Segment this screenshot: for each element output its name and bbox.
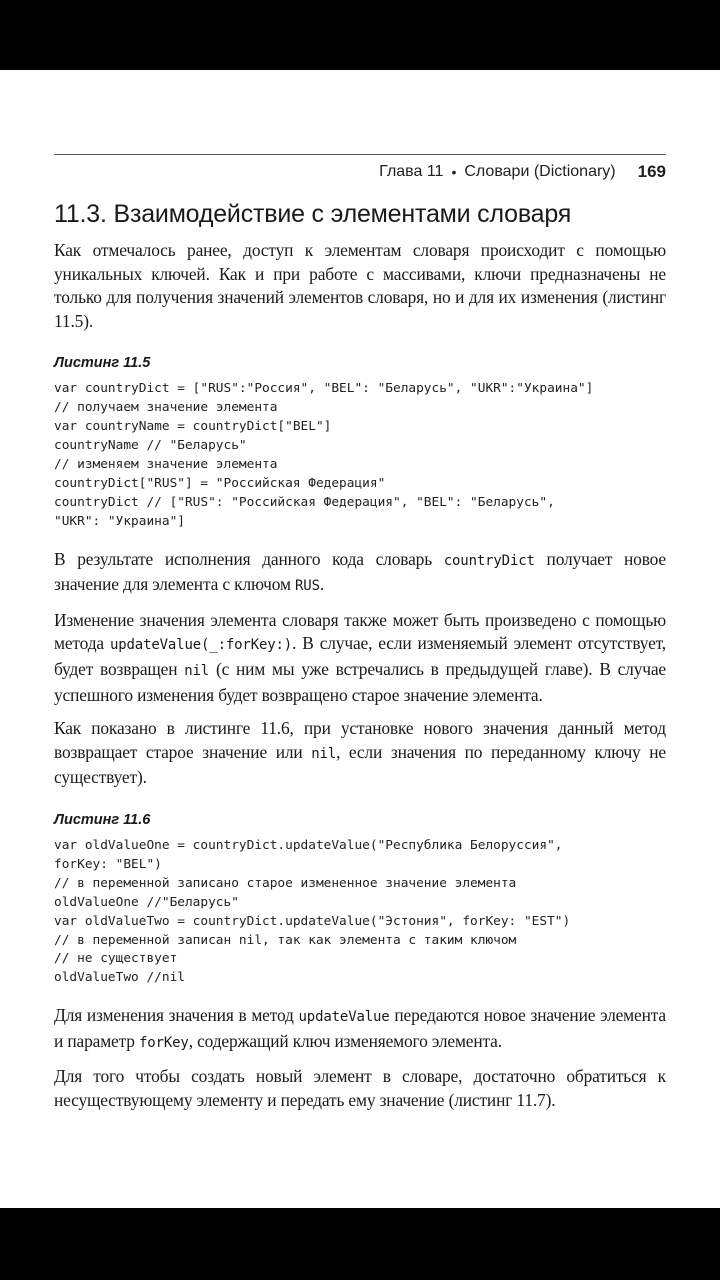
chapter-label: Глава 11 [379,163,444,180]
inline-code: RUS [295,578,320,595]
text: (с ним мы уже встречались в предыдущей главе). В случае успешного изменения будет возвращено старое значение элемента. [54,659,666,705]
paragraph-5 [54,1004,666,1055]
text: . [319,574,325,595]
page-number: 169 [637,162,666,181]
text: передаются новое значение элемента и параметр [54,1005,666,1051]
paragraph-1: Как отмечалось ранее, доступ к элементам словаря происходит с помощью уникальных ключей. Как и при работе с массивами, ключи предназначены не только для получения значений элементов словаря, но и для их изменения (листинг 11.5). [54,240,666,331]
text: , содержащий ключ изменяемого элемента. [188,1030,502,1051]
text: получает новое значение для элемента с ключом [54,548,666,595]
paragraph-2 [54,548,666,599]
listing-11-6-title: Листинг 11.6 [54,811,151,828]
inline-code: nil [184,663,210,679]
paragraph-3 [54,609,666,707]
page-content [54,200,666,1123]
listing-11-5-code: var countryDict = ["RUS":"Россия", "BEL": "Беларусь", "UKR":"Украина"] // получаем значение элемента var countryName = countryDict["BEL"] countryName // "Беларусь" // изменяем значение элемента countryDict["RUS"] = "Российская Федерация" countryDict // ["RUS": "Российская Федерация", "BEL": "Беларусь", "UKR": "Украина"] [54,381,594,529]
listing-11-5-title: Листинг 11.5 [54,355,151,372]
text: . В случае, если изменяемый элемент отсутствует, будет возвращен [54,633,667,679]
inline-code: countryDict [443,552,535,569]
text: Как показано в листинге 11.6, при установке нового значения данный метод возвращает старое значение или [54,718,666,762]
bullet-separator: • [451,164,457,180]
inline-code: nil [311,745,337,762]
text: В результате исполнения данного кода словарь [54,548,444,569]
section-title: 11.3. Взаимодействие с элементами словаря [54,200,572,228]
text: Для изменения значения в метод [54,1005,299,1026]
paragraph-6: Для того чтобы создать новый элемент в словаре, достаточно обратиться к несуществующему элементу и передать ему значение (листинг 11.7). [54,1066,666,1110]
inline-code: updateValue [298,1009,390,1026]
bottom-black-bar [0,1208,720,1280]
listing-11-6-code: var oldValueOne = countryDict.updateValue("Республика Белоруссия", forKey: "BEL") // в переменной записано старое измененное значение элемента oldValueOne //"Беларусь" var oldValueTwo = countryDict.updateValue("Эстония", forKey: "EST") // в переменной записан nil, так как элемента с таким ключом // не существует oldValueTwo //nil [54,837,571,986]
chapter-title: Словари (Dictionary) [464,163,616,180]
text: Изменение значения элемента словаря также может быть произведено с помощью метода [54,609,666,654]
top-black-bar [0,0,720,70]
running-head [379,160,666,184]
inline-code: updateValue(_:forKey:) [109,637,293,654]
inline-code: forKey [139,1034,189,1051]
paragraph-4 [54,717,666,790]
text: , если значения по переданному ключу не существует). [54,741,666,788]
header-rule [54,154,666,155]
